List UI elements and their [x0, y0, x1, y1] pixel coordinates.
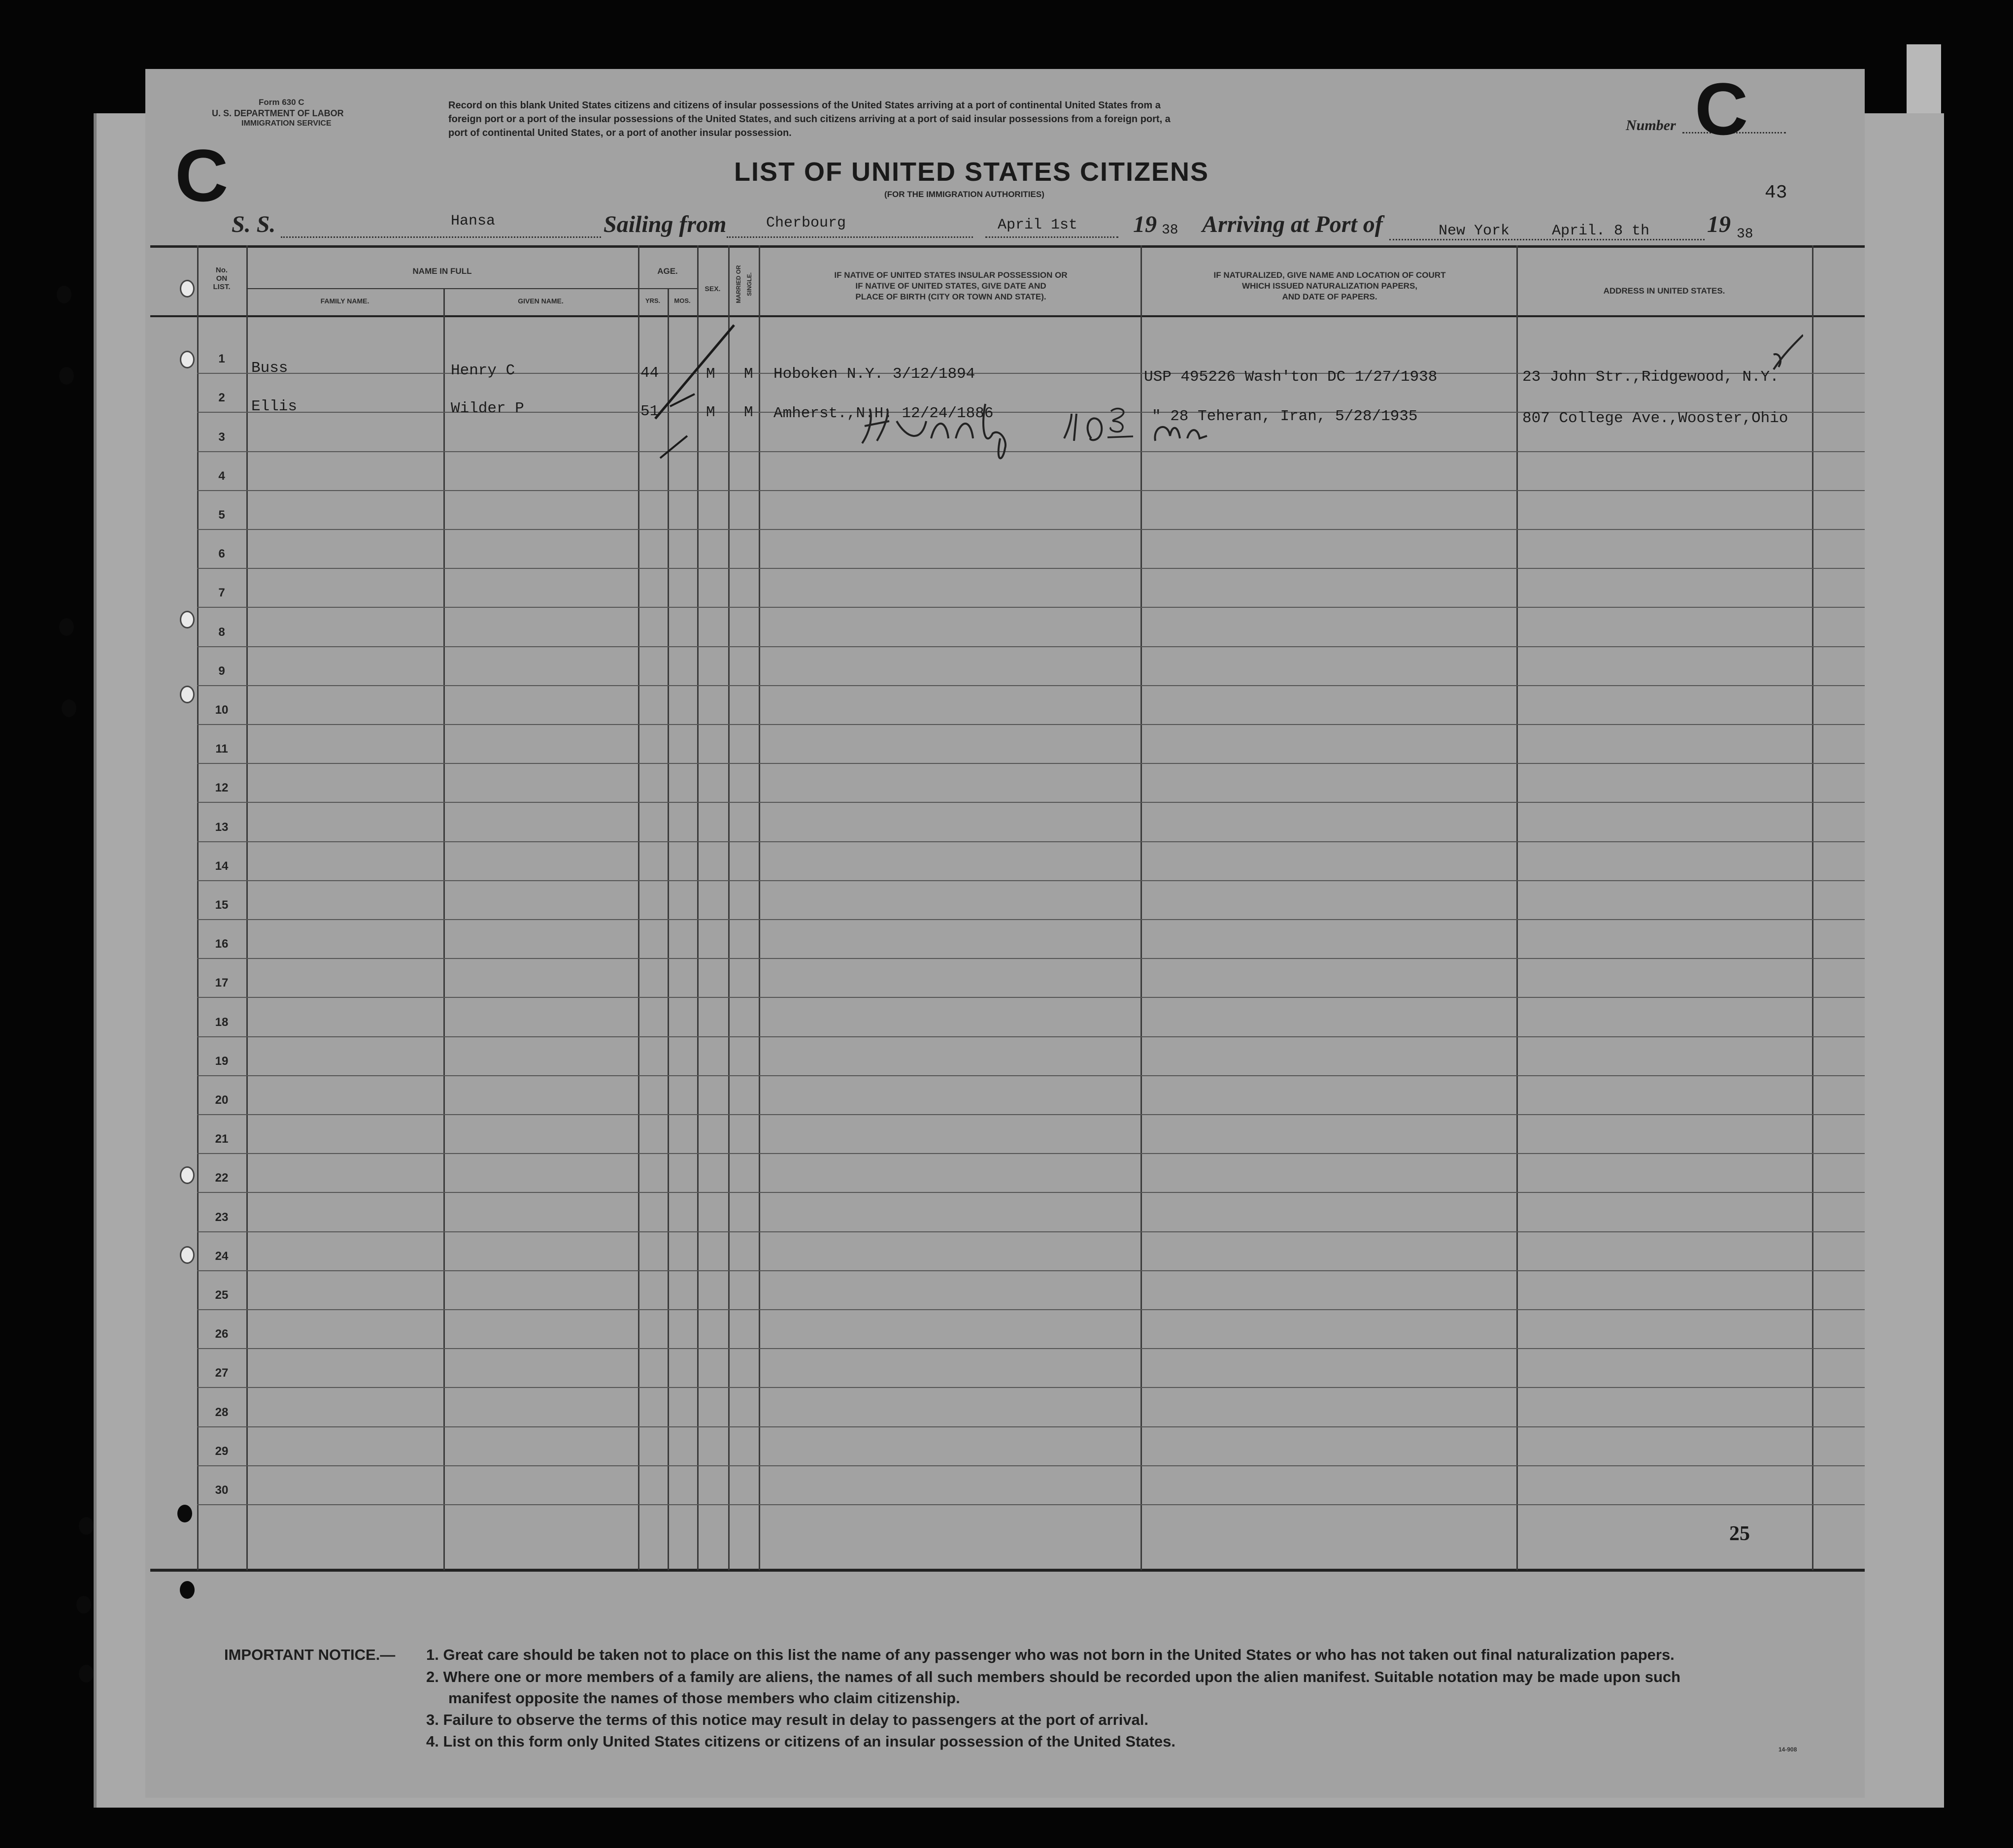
- table-top-rule: [150, 245, 1865, 248]
- arrive-year: 38: [1737, 227, 1753, 242]
- row-number: 20: [215, 1093, 229, 1107]
- naturalization-info: " 28 Teheran, Iran, 5/28/1935: [1152, 408, 1418, 425]
- row-number: 8: [218, 625, 225, 639]
- notice-item: 3. Failure to observe the terms of this notice may result in delay to passengers at the port of arrival.: [426, 1711, 1149, 1728]
- header-age: AGE.: [657, 266, 678, 276]
- binder-hole: [59, 618, 74, 636]
- row-number: 11: [215, 742, 228, 756]
- header-family-name: FAMILY NAME.: [320, 297, 369, 305]
- row-rule: [197, 1114, 1865, 1115]
- binder-hole: [180, 686, 195, 703]
- binder-hole: [59, 367, 74, 385]
- row-number: 14: [215, 859, 229, 873]
- column-divider: [443, 288, 445, 1570]
- sail-date-underline: [985, 236, 1118, 238]
- form-number: Form 630 C: [259, 98, 304, 107]
- binder-hole: [180, 611, 195, 628]
- age-years: 44: [640, 364, 659, 382]
- notice-item: 1. Great care should be taken not to place on this list the name of any passenger who was not born in the United States or who has not taken out final naturalization papers.: [426, 1646, 1675, 1663]
- table-bottom-rule: [150, 1569, 1865, 1572]
- header-given-name: GIVEN NAME.: [518, 297, 564, 305]
- row-rule: [197, 685, 1865, 686]
- row-number: 5: [218, 508, 225, 522]
- row-number: 30: [215, 1484, 229, 1497]
- row-number: 15: [215, 898, 229, 912]
- row-rule: [197, 1231, 1865, 1232]
- birth-info: Hoboken N.Y. 3/12/1894: [773, 365, 975, 383]
- number-label: Number: [1626, 117, 1676, 133]
- row-rule: [197, 880, 1865, 881]
- instructions-line: port of continental United States, or a port of another insular possession.: [448, 128, 792, 138]
- birth-info: Amherst.,N.H. 12/24/1886: [773, 405, 994, 422]
- arrive-year-prefix: 19: [1707, 211, 1731, 237]
- subheader-rule: [246, 288, 697, 289]
- column-divider: [1812, 245, 1813, 1570]
- number-field: [1626, 117, 1676, 134]
- header-married-single: MARRIED OR SINGLE.: [735, 265, 753, 303]
- row-number: 1: [218, 352, 225, 366]
- row-rule: [197, 763, 1865, 764]
- family-name: Buss: [251, 360, 288, 377]
- row-number: 28: [215, 1405, 229, 1419]
- row-rule: [197, 490, 1865, 491]
- instructions-line: foreign port or a port of the insular possessions of the United States, and such citizens arriving at a port of said insular possessions from a foreign port, a: [448, 114, 1171, 125]
- marital-status: M: [744, 365, 753, 383]
- ship-underline: [281, 236, 601, 238]
- header-yrs: YRS.: [645, 297, 661, 304]
- row-number: 19: [215, 1054, 229, 1068]
- row-rule: [197, 997, 1865, 998]
- row-rule: [197, 646, 1865, 647]
- header-sex: SEX.: [705, 285, 721, 293]
- address: 807 College Ave.,Wooster,Ohio: [1522, 410, 1788, 427]
- row-rule: [197, 1504, 1865, 1505]
- instructions-line: Record on this blank United States citizens and citizens of insular possessions of the United States arriving at a port of continental United States from a: [448, 100, 1161, 111]
- notice-item: 2. Where one or more members of a family are aliens, the names of all such members should be recorded upon the alien manifest. Suitable notation may be made upon such: [426, 1668, 1681, 1685]
- sailing-label: Sailing from: [604, 211, 727, 237]
- binder-hole: [79, 1517, 94, 1535]
- arrival-underline: [1389, 239, 1705, 240]
- row-number: 27: [215, 1366, 229, 1380]
- row-number: 18: [215, 1015, 229, 1029]
- port-from-underline: [727, 236, 973, 238]
- row-number: 12: [215, 781, 229, 795]
- sex: M: [706, 404, 715, 421]
- row-number: 10: [215, 703, 229, 717]
- age-years: 51: [640, 403, 659, 420]
- row-rule: [197, 802, 1865, 803]
- binder-hole: [62, 699, 76, 717]
- column-divider: [197, 245, 199, 1570]
- address: 23 John Str.,Ridgewood, N.Y.: [1522, 368, 1779, 386]
- row-rule: [197, 1075, 1865, 1076]
- binder-hole: [57, 286, 71, 303]
- footer-count: 25: [1729, 1522, 1750, 1545]
- given-name: Henry C: [451, 362, 515, 379]
- header-no-on-list: No. ON LIST.: [213, 266, 231, 291]
- form-code: 14-908: [1778, 1746, 1797, 1753]
- binder-hole: [76, 1596, 91, 1614]
- binder-hole: [79, 1665, 94, 1683]
- header-address: ADDRESS IN UNITED STATES.: [1603, 286, 1725, 296]
- row-rule: [197, 1270, 1865, 1271]
- header-name-in-full: NAME IN FULL: [412, 266, 472, 276]
- row-number: 6: [218, 547, 225, 561]
- row-rule: [197, 841, 1865, 842]
- page-title: LIST OF UNITED STATES CITIZENS: [734, 157, 1209, 187]
- page-subtitle: (FOR THE IMMIGRATION AUTHORITIES): [884, 190, 1044, 199]
- ss-label: S. S.: [232, 211, 276, 237]
- port-from: Cherbourg: [766, 215, 846, 231]
- sail-date: April 1st: [998, 217, 1078, 233]
- binder-hole: [180, 351, 195, 368]
- row-number: 3: [218, 430, 225, 444]
- row-rule: [197, 958, 1865, 959]
- row-number: 26: [215, 1327, 229, 1341]
- binder-hole: [180, 1581, 195, 1599]
- row-number: 24: [215, 1249, 229, 1263]
- row-rule: [197, 1387, 1865, 1388]
- number-value: C: [1695, 67, 1748, 150]
- row-rule: [197, 1153, 1865, 1154]
- header-naturalized: IF NATURALIZED, GIVE NAME AND LOCATION OF COURT WHICH ISSUED NATURALIZATION PAPERS, AND DATE OF PAPERS.: [1213, 270, 1446, 301]
- department: U. S. DEPARTMENT OF LABOR: [212, 108, 344, 118]
- row-number: 17: [215, 976, 229, 990]
- row-rule: [197, 607, 1865, 608]
- header-birth: IF NATIVE OF UNITED STATES INSULAR POSSESSION OR IF NATIVE OF UNITED STATES, GIVE DATE AND PLACE OF BIRTH (CITY OR TOWN AND STATE).: [834, 270, 1068, 301]
- port-to: New York: [1439, 223, 1510, 239]
- row-number: 23: [215, 1210, 229, 1224]
- row-number: 29: [215, 1444, 229, 1458]
- notice-item: 4. List on this form only United States citizens or citizens of an insular possession of the United States.: [426, 1733, 1175, 1750]
- row-number: 4: [218, 469, 225, 483]
- sex: M: [706, 365, 715, 383]
- row-number: 13: [215, 820, 229, 834]
- header-mos: MOS.: [674, 297, 691, 304]
- row-number: 16: [215, 937, 229, 951]
- row-number: 22: [215, 1171, 229, 1185]
- row-rule: [197, 919, 1865, 920]
- notice-item: manifest opposite the names of those members who claim citizenship.: [448, 1689, 960, 1707]
- row-rule: [197, 1192, 1865, 1193]
- handwritten-marks: [640, 315, 1803, 483]
- service: IMMIGRATION SERVICE: [241, 119, 332, 128]
- letter-marking: C: [175, 134, 229, 217]
- binder-hole: [180, 1246, 195, 1264]
- row-rule: [197, 1465, 1865, 1466]
- row-rule: [197, 1426, 1865, 1427]
- sail-year: 38: [1162, 223, 1178, 238]
- binder-hole: [177, 1505, 192, 1522]
- marital-status: M: [744, 404, 753, 421]
- row-number: 21: [215, 1132, 229, 1146]
- instructions: [448, 99, 1547, 140]
- arriving-label: Arriving at Port of: [1202, 211, 1383, 237]
- row-rule: [197, 1036, 1865, 1037]
- row-number: 7: [218, 586, 225, 600]
- column-divider: [246, 245, 248, 1570]
- sail-year-prefix: 19: [1133, 211, 1157, 237]
- row-rule: [197, 529, 1865, 530]
- row-rule: [197, 1309, 1865, 1310]
- binder-hole: [180, 1166, 195, 1184]
- arrive-date: April. 8 th: [1552, 223, 1650, 239]
- row-number: 25: [215, 1288, 229, 1302]
- page-number: 43: [1765, 182, 1787, 203]
- naturalization-info: USP 495226 Wash'ton DC 1/27/1938: [1144, 368, 1438, 386]
- notice-heading: IMPORTANT NOTICE.—: [224, 1646, 396, 1663]
- family-name: Ellis: [251, 398, 298, 415]
- binder-hole: [180, 280, 195, 297]
- row-number: 9: [218, 664, 225, 678]
- given-name: Wilder P: [451, 400, 524, 417]
- row-rule: [197, 568, 1865, 569]
- row-number: 2: [218, 391, 225, 405]
- row-rule: [197, 1348, 1865, 1349]
- row-rule: [197, 724, 1865, 725]
- column-divider: [638, 245, 639, 1570]
- ship-name: Hansa: [451, 213, 496, 230]
